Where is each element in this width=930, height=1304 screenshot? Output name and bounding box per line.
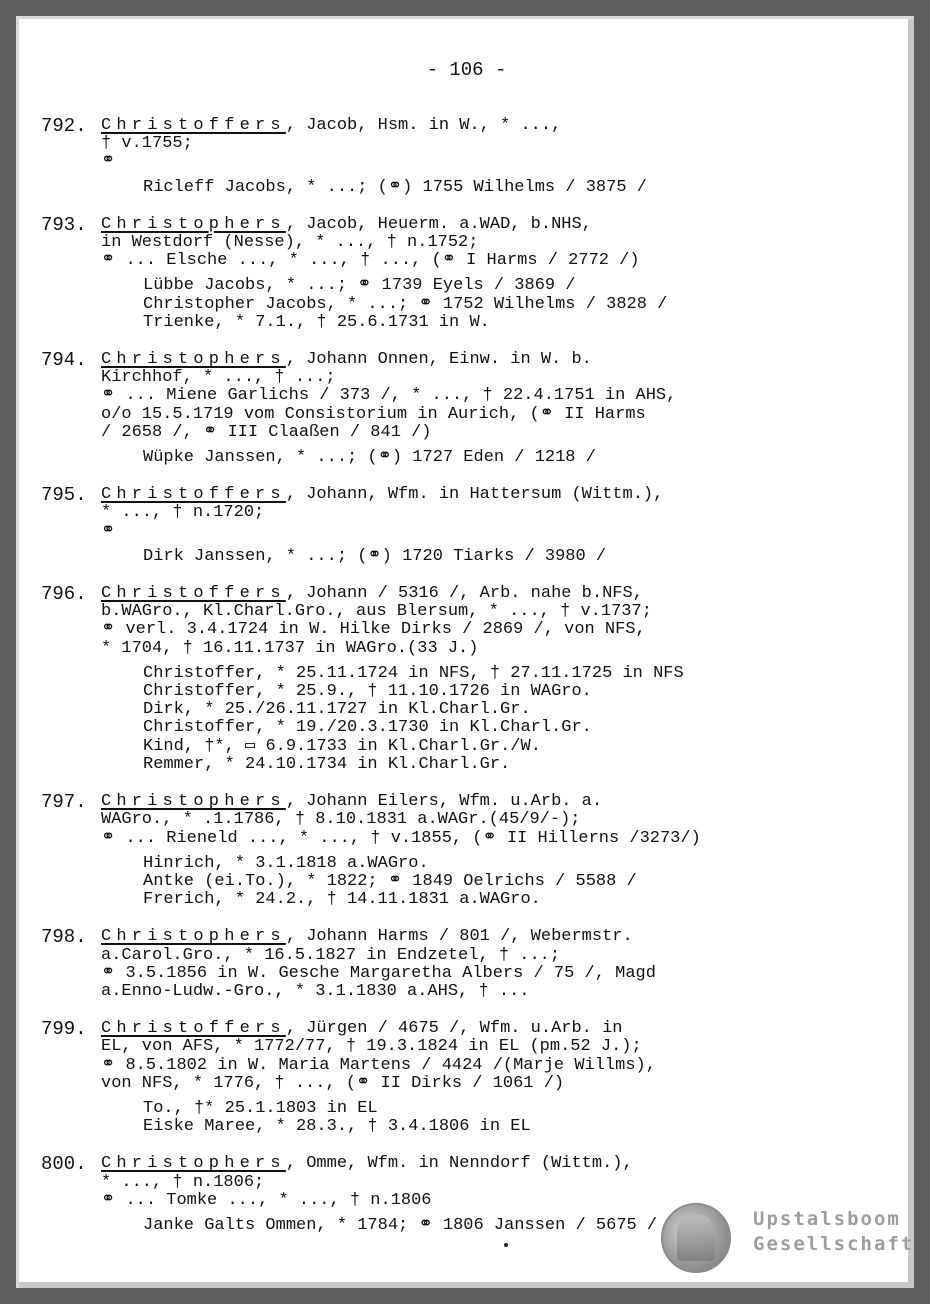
entry-detail-line: a.Enno-Ludw.-Gro., * 3.1.1830 a.AHS, † ... <box>101 981 530 1001</box>
entry-detail-line: / 2658 /, ⚭ III Claaßen / 841 /) <box>101 422 432 442</box>
entry-head-line: Christoffers, Jürgen / 4675 /, Wfm. u.Arb. in <box>101 1019 623 1039</box>
entry <box>41 1020 761 1136</box>
child-line: Lübbe Jacobs, * ...; ⚭ 1739 Eyels / 3869 / <box>143 276 576 296</box>
child-line: Kind, †*, ▭ 6.9.1733 in Kl.Charl.Gr./W. <box>143 736 541 756</box>
family-name: Christophers <box>101 927 286 947</box>
entry-head-line: Christophers, Jacob, Heuerm. a.WAD, b.NHS, <box>101 214 592 234</box>
entry <box>41 351 761 467</box>
logo-text-line1: Upstalsboom <box>753 1208 901 1230</box>
head-text: Jacob, Hsm. in W., * ..., <box>306 116 562 135</box>
child-line: Christoffer, * 19./20.3.1730 in Kl.Charl.Gr. <box>143 718 592 738</box>
entry-detail-line: * 1704, † 16.11.1737 in WAGro.(33 J.) <box>101 638 479 658</box>
entry-detail-line: † v.1755; <box>101 134 193 154</box>
family-name: Christoffers <box>101 584 286 604</box>
child-line: Wüpke Janssen, * ...; (⚭) 1727 Eden / 1218 / <box>143 448 596 468</box>
child-line: Hinrich, * 3.1.1818 a.WAGro. <box>143 853 429 873</box>
entry <box>41 117 761 197</box>
family-name: Christophers <box>101 214 286 234</box>
entry-detail-line: ⚭ ... Miene Garlichs / 373 /, * ..., † 22.4.1751 in AHS, <box>101 386 677 406</box>
head-text: Omme, Wfm. in Nenndorf (Wittm.), <box>306 1154 633 1174</box>
entry <box>41 213 761 332</box>
entry-detail-line: ⚭ ... Rieneld ..., * ..., † v.1855, (⚭ II Hillerns /3273/) <box>101 828 701 848</box>
child-line: Frerich, * 24.2., † 14.11.1831 a.WAGro. <box>143 890 541 910</box>
children-list <box>101 179 761 197</box>
entry-detail-line: b.WAGro., Kl.Charl.Gro., aus Blersum, * ..., † v.1737; <box>101 602 652 622</box>
family-name: Christophers <box>101 1154 286 1174</box>
entry-detail-line: ⚭ ... Elsche ..., * ..., † ..., (⚭ I Harms / 2772 /) <box>101 251 640 271</box>
entry-number: 797. <box>41 791 87 814</box>
child-line: Christoffer, * 25.11.1724 in NFS, † 27.11.1725 in NFS <box>143 663 684 683</box>
head-text: Johann Onnen, Einw. in W. b. <box>306 350 592 370</box>
entry-number: 799. <box>41 1018 87 1041</box>
entry-number: 794. <box>41 349 87 372</box>
entry-head-line: Christoffers, Johann, Wfm. in Hattersum (Wittm.), <box>101 485 664 505</box>
entry-detail-line: ⚭ 8.5.1802 in W. Maria Martens / 4424 /(Marje Willms), <box>101 1055 656 1075</box>
entry-detail-line: WAGro., * .1.1786, † 8.10.1831 a.WAGr.(45/9/-); <box>101 810 581 830</box>
entry-head-line: Christophers, Johann Harms / 801 /, Webermstr. <box>101 927 633 947</box>
entry-number: 793. <box>41 213 87 236</box>
page-number: - 106 - <box>426 59 507 81</box>
children-list <box>101 1100 761 1136</box>
family-name: Christophers <box>101 350 286 370</box>
entry-detail-line: ⚭ <box>101 152 116 172</box>
entry-head-line: Christophers, Omme, Wfm. in Nenndorf (Wittm.), <box>101 1154 633 1174</box>
entry <box>41 928 761 1001</box>
child-line: Christopher Jacobs, * ...; ⚭ 1752 Wilhelms / 3828 / <box>143 294 668 314</box>
family-name: Christoffers <box>101 116 286 135</box>
child-line: Ricleff Jacobs, * ...; (⚭) 1755 Wilhelms / 3875 / <box>143 177 647 197</box>
child-line: Janke Galts Ommen, * 1784; ⚭ 1806 Janssen / 5675 / <box>143 1215 658 1235</box>
head-text: Johann Eilers, Wfm. u.Arb. a. <box>306 792 603 812</box>
child-line: Dirk Janssen, * ...; (⚭) 1720 Tiarks / 3980 / <box>143 546 607 566</box>
head-text: Jacob, Heuerm. a.WAD, b.NHS, <box>306 214 592 234</box>
upstalsboom-logo <box>661 1203 915 1273</box>
head-text: Johann / 5316 /, Arb. nahe b.NFS, <box>306 584 643 604</box>
head-text: Johann, Wfm. in Hattersum (Wittm.), <box>306 485 664 505</box>
child-line: Antke (ei.To.), * 1822; ⚭ 1849 Oelrichs / 5588 / <box>143 871 637 891</box>
children-list <box>101 855 761 910</box>
entry-detail-line: ⚭ 3.5.1856 in W. Gesche Margaretha Albers / 75 /, Magd <box>101 963 656 983</box>
child-line: Dirk, * 25./26.11.1727 in Kl.Charl.Gr. <box>143 700 531 720</box>
seal-icon <box>661 1203 731 1273</box>
family-name: Christoffers <box>101 485 286 505</box>
entry-number: 792. <box>41 115 87 137</box>
entry-head-line: Christoffers, Johann / 5316 /, Arb. nahe b.NFS, <box>101 584 643 604</box>
entry <box>41 585 761 774</box>
entry-detail-line: von NFS, * 1776, † ..., (⚭ II Dirks / 1061 /) <box>101 1073 565 1093</box>
entry-number: 800. <box>41 1153 87 1176</box>
child-line: Christoffer, * 25.9., † 11.10.1726 in WAGro. <box>143 682 592 702</box>
child-line: Trienke, * 7.1., † 25.6.1731 in W. <box>143 312 490 332</box>
family-name: Christophers <box>101 792 286 812</box>
entry-detail-line: in Westdorf (Nesse), * ..., † n.1752; <box>101 233 479 253</box>
entry-detail-line: Kirchhof, * ..., † ...; <box>101 368 336 388</box>
entry-head-line: Christoffers, Jacob, Hsm. in W., * ..., <box>101 116 562 135</box>
entry-detail-line: EL, von AFS, * 1772/77, † 19.3.1824 in EL (pm.52 J.); <box>101 1037 642 1057</box>
entry-detail-line: * ..., † n.1806; <box>101 1172 265 1192</box>
entry-detail-line: a.Carol.Gro., * 16.5.1827 in Endzetel, † ...; <box>101 945 561 965</box>
child-line: Remmer, * 24.10.1734 in Kl.Charl.Gr. <box>143 754 511 774</box>
entry-detail-line: o/o 15.5.1719 vom Consistorium in Aurich, (⚭ II Harms <box>101 404 646 424</box>
child-line: To., †* 25.1.1803 in EL <box>143 1098 378 1118</box>
family-name: Christoffers <box>101 1019 286 1039</box>
entry-head-line: Christophers, Johann Onnen, Einw. in W. b. <box>101 350 592 370</box>
logo-text-line2: Gesellschaft <box>753 1233 915 1255</box>
head-text: Jürgen / 4675 /, Wfm. u.Arb. in <box>306 1019 623 1039</box>
entry-detail-line: ⚭ verl. 3.4.1724 in W. Hilke Dirks / 2869 /, von NFS, <box>101 620 646 640</box>
entry <box>41 486 761 566</box>
children-list <box>101 548 761 566</box>
entry-number: 798. <box>41 926 87 949</box>
entry-detail-line: ⚭ ... Tomke ..., * ..., † n.1806 <box>101 1190 432 1210</box>
entry-head-line: Christophers, Johann Eilers, Wfm. u.Arb. a. <box>101 792 603 812</box>
entry-detail-line: * ..., † n.1720; <box>101 503 265 523</box>
entry-detail-line: ⚭ <box>101 521 116 541</box>
children-list <box>101 449 761 467</box>
ink-dot <box>504 1243 508 1247</box>
entry <box>41 793 761 909</box>
entry <box>41 1155 761 1235</box>
head-text: Johann Harms / 801 /, Webermstr. <box>306 927 633 947</box>
entries-list <box>41 117 761 1254</box>
children-list <box>101 665 761 774</box>
child-line: Eiske Maree, * 28.3., † 3.4.1806 in EL <box>143 1117 531 1137</box>
entry-number: 796. <box>41 583 87 606</box>
children-list <box>101 277 761 332</box>
document-page <box>16 16 914 1288</box>
entry-number: 795. <box>41 484 87 507</box>
